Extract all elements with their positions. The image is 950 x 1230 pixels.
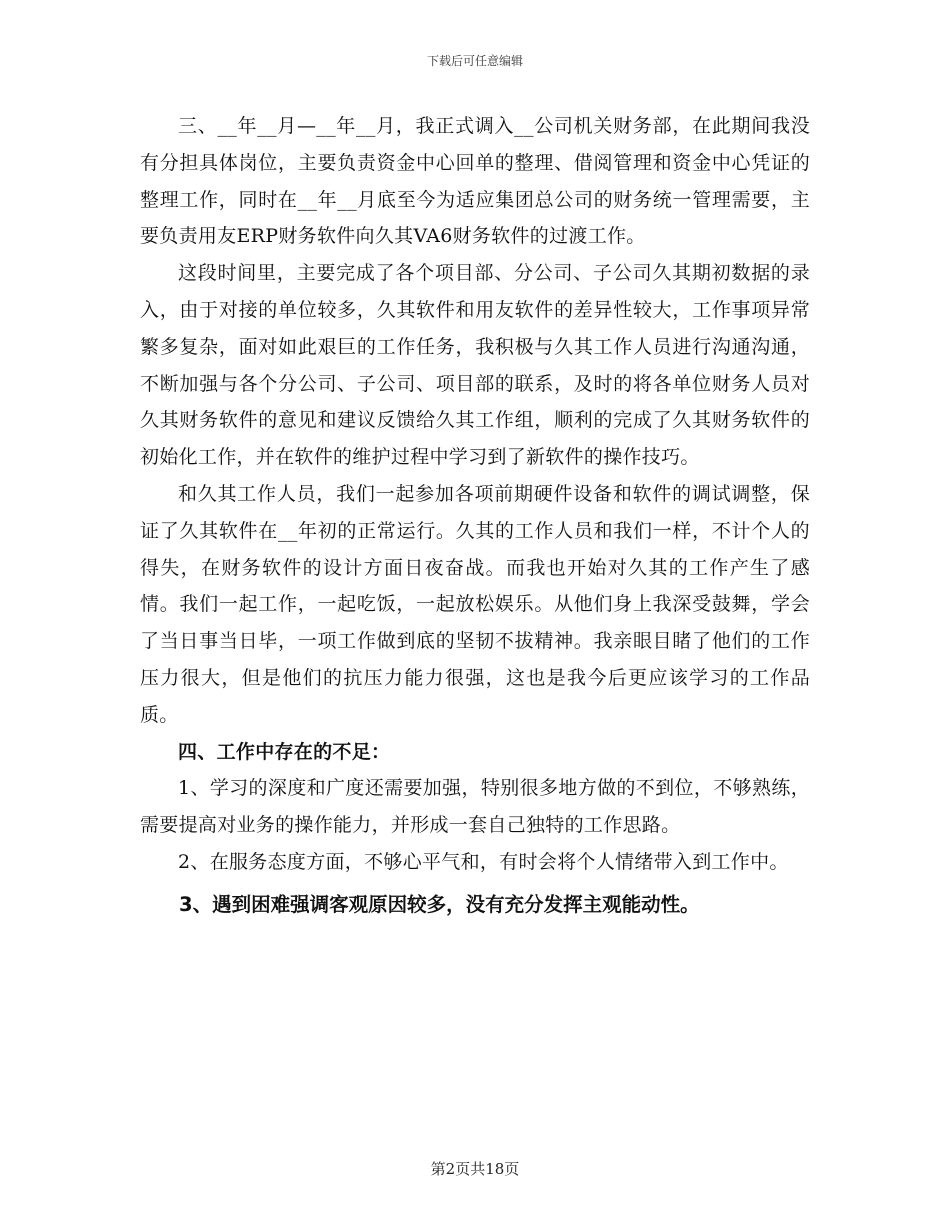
- page-footer: 第2页共18页: [430, 1160, 520, 1178]
- section-heading-shortcomings: 四、工作中存在的不足：: [178, 740, 391, 763]
- paragraph-teamwork: 和久其工作人员，我们一起参加各项前期硬件设备和软件的调试调整，保证了久其软件在__年初的正常运行。久其的工作人员和我们一样，不计个人的得失，在财务软件的设计方面日夜奋战。而我也开始对久其的工作产生了感情。我们一起工作，一起吃饭，一起放松娱乐。从他们身上我深受鼓舞，学会了当日事当日毕，一项工作做到底的坚韧不拔精神。我亲眼目睹了他们的工作压力很大，但是他们的抗压力能力很强，这也是我今后更应该学习的工作品质。: [140, 482, 810, 726]
- document-body: [140, 108, 810, 924]
- paragraph-data-entry: 这段时间里，主要完成了各个项目部、分公司、子公司久其期初数据的录入，由于对接的单位较多，久其软件和用友软件的差异性较大，工作事项异常繁多复杂，面对如此艰巨的工作任务，我积极与久其工作人员进行沟通沟通，不断加强与各个分公司、子公司、项目部的联系，及时的将各单位财务人员对久其财务软件的意见和建议反馈给久其工作组，顺利的完成了久其财务软件的初始化工作，并在软件的维护过程中学习到了新软件的操作技巧。: [140, 262, 810, 469]
- page-header: 下载后可任意编辑: [426, 54, 523, 68]
- list-item-service-attitude: 2、在服务态度方面，不够心平气和，有时会将个人情绪带入到工作中。: [178, 850, 789, 873]
- list-item-learning: 1、学习的深度和广度还需要加强，特别很多地方做的不到位，不够熟练，需要提高对业务的操作能力，并形成一套自己独特的工作思路。: [140, 777, 810, 837]
- paragraph-transfer-to-finance: 三、__年__月—__年__月，我正式调入__公司机关财务部，在此期间我没有分担具体岗位，主要负责资金中心回单的整理、借阅管理和资金中心凭证的整理工作，同时在__年__月底至今为适应集团总公司的财务统一管理需要，主要负责用友ERP财务软件向久其VA6财务软件的过渡工作。: [140, 115, 810, 248]
- list-item-objective-reasons: 3、遇到困难强调客观原因较多，没有充分发挥主观能动性。: [179, 892, 700, 916]
